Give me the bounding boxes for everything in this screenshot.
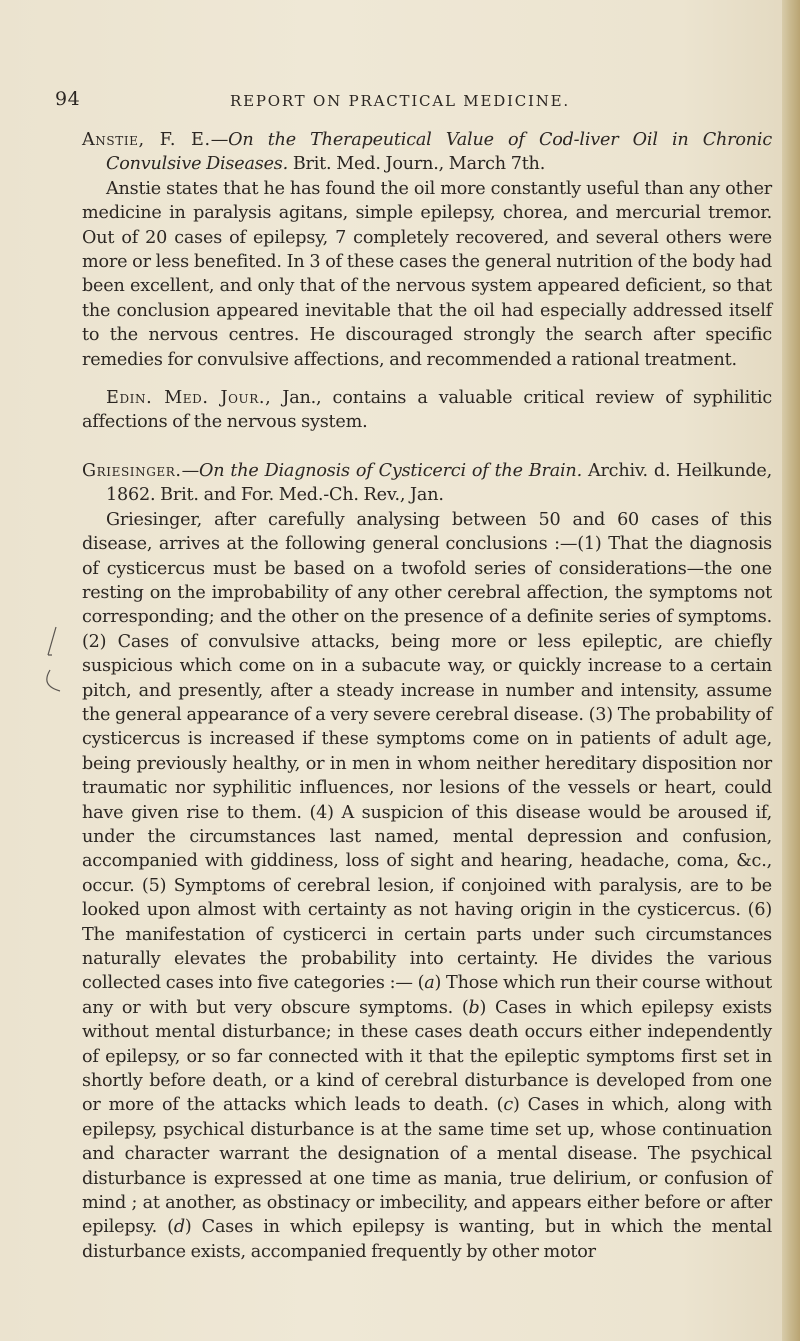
category-letter: c xyxy=(503,1095,513,1116)
body-text: ) Cases in which epilepsy is wanting, but in which the mental disturbance exists, accompanied frequently by other motor xyxy=(82,1217,773,1262)
page-header xyxy=(55,88,745,116)
entry-author: Griesinger. xyxy=(82,460,182,481)
entry-griesinger-citation: Griesinger.—On the Diagnosis of Cysticerci of the Brain. Archiv. d. Heilkunde, 1862. Brit. and For. Med.-Ch. Rev., Jan. xyxy=(82,460,772,506)
entry-source: Archiv. d. Heilkunde, 1862. Brit. and For. Med.-Ch. Rev., Jan. xyxy=(106,460,772,506)
entry-title: On the Diagnosis of Cysticerci of the Brain. xyxy=(199,460,582,481)
body-text: ) Cases in which epilepsy exists without mental disturbance; in these cases death occurs either independently of epilepsy, or so far connected with it that the epileptic symptoms first set in shortly before death, or a kind of cerebral disturbance is developed from one or more of the attacks which leads to death. ( xyxy=(82,997,772,1116)
entry-title: On the Therapeutical Value of Cod-liver Oil in Chronic Convulsive Diseases. xyxy=(106,130,772,175)
body-text: ) Cases in which, along with epilepsy, psychical disturbance is at the same time set up, whose continuation and character warrant the designation of a mental disease. The psychical disturbance is expressed at one time as mania, true delirium, or confusion of mind ; at another, as obstinacy or imbecility, and appears either before or after epilepsy. ( xyxy=(82,1095,772,1238)
entry-griesinger-body xyxy=(82,508,772,1265)
entry-author: Anstie, F. E. xyxy=(82,130,211,150)
entry-source: Brit. Med. Journ., March 7th. xyxy=(292,154,546,175)
category-letter: d xyxy=(173,1217,185,1238)
body-text: Griesinger, after carefully analysing between 50 and 60 cases of this disease, arrives at the following general conclusions :—(1) That the diagnosis of cysticercus must be based on a twofold series of considerations—the one resting on the improbability of any other cerebral affection, the symptoms not corresponding; and the other on the presence of a definite series of symptoms. (2) Cases of convulsive attacks, being more or less epileptic, are chiefly suspicious which come on in a subacute way, or quickly increase to a certain pitch, and presently, after a steady increase in number and intensity, assume the general appearance of a very severe cerebral disease. (3) The probability of cysticercus is increased if these symptoms come on in patients of adult age, being previously healthy, or in men in whom neither hereditary disposition nor traumatic nor syphilitic influences, nor lesions of the vessels or heart, could have given rise to them. (4) A suspicion of this disease would be aroused if, under the circumstances last named, mental depression and confusion, accompanied with giddiness, loss of sight and hearing, headache, coma, &c., occur. (5) Symptoms of cerebral lesion, if conjoined with paralysis, are to be looked upon almost with certainty as not having origin in the cysticercus. (6) The manifestation of cysticerci in certain parts under such circumstances naturally elevates the probability into certainty. He divides the various collected cases into five categories :— ( xyxy=(82,509,772,994)
running-head: REPORT ON PRACTICAL MEDICINE. xyxy=(230,92,570,110)
category-letter: b xyxy=(468,997,480,1018)
entry-edin-med-jour xyxy=(82,386,772,435)
entry-anstie-citation: Anstie, F. E.—On the Therapeutical Value of Cod-liver Oil in Chronic Convulsive Diseases. Brit. Med. Journ., March 7th. xyxy=(82,130,772,175)
page-text xyxy=(82,128,772,1264)
entry-author: Edin. Med. Jour., xyxy=(106,388,272,409)
page-number: 94 xyxy=(55,88,81,110)
entry-anstie-body: Anstie states that he has found the oil more constantly useful than any other medicine in paralysis agitans, simple epilepsy, chorea, and mercurial tremor. Out of 20 cases of epilepsy, 7 completely recovered, and several others were more or less benefited. In 3 of these cases the general nutrition of the body had been excellent, and only that of the nervous system appeared deficient, so that the conclusion appeared inevitable that the oil had especially addressed itself to the nervous centres. He discouraged strongly the search after specific remedies for convulsive affections, and recommended a rational treatment. xyxy=(82,178,772,370)
body-text: ) Those which run their course without any or with but very obscure symptoms. ( xyxy=(82,973,773,1018)
category-letter: a xyxy=(424,973,435,994)
entry-text: Jan., contains a valuable critical review of syphilitic affections of the nervous system. xyxy=(82,388,772,433)
margin-pencil-mark xyxy=(30,625,70,695)
page-edge-shadow xyxy=(782,0,800,1341)
